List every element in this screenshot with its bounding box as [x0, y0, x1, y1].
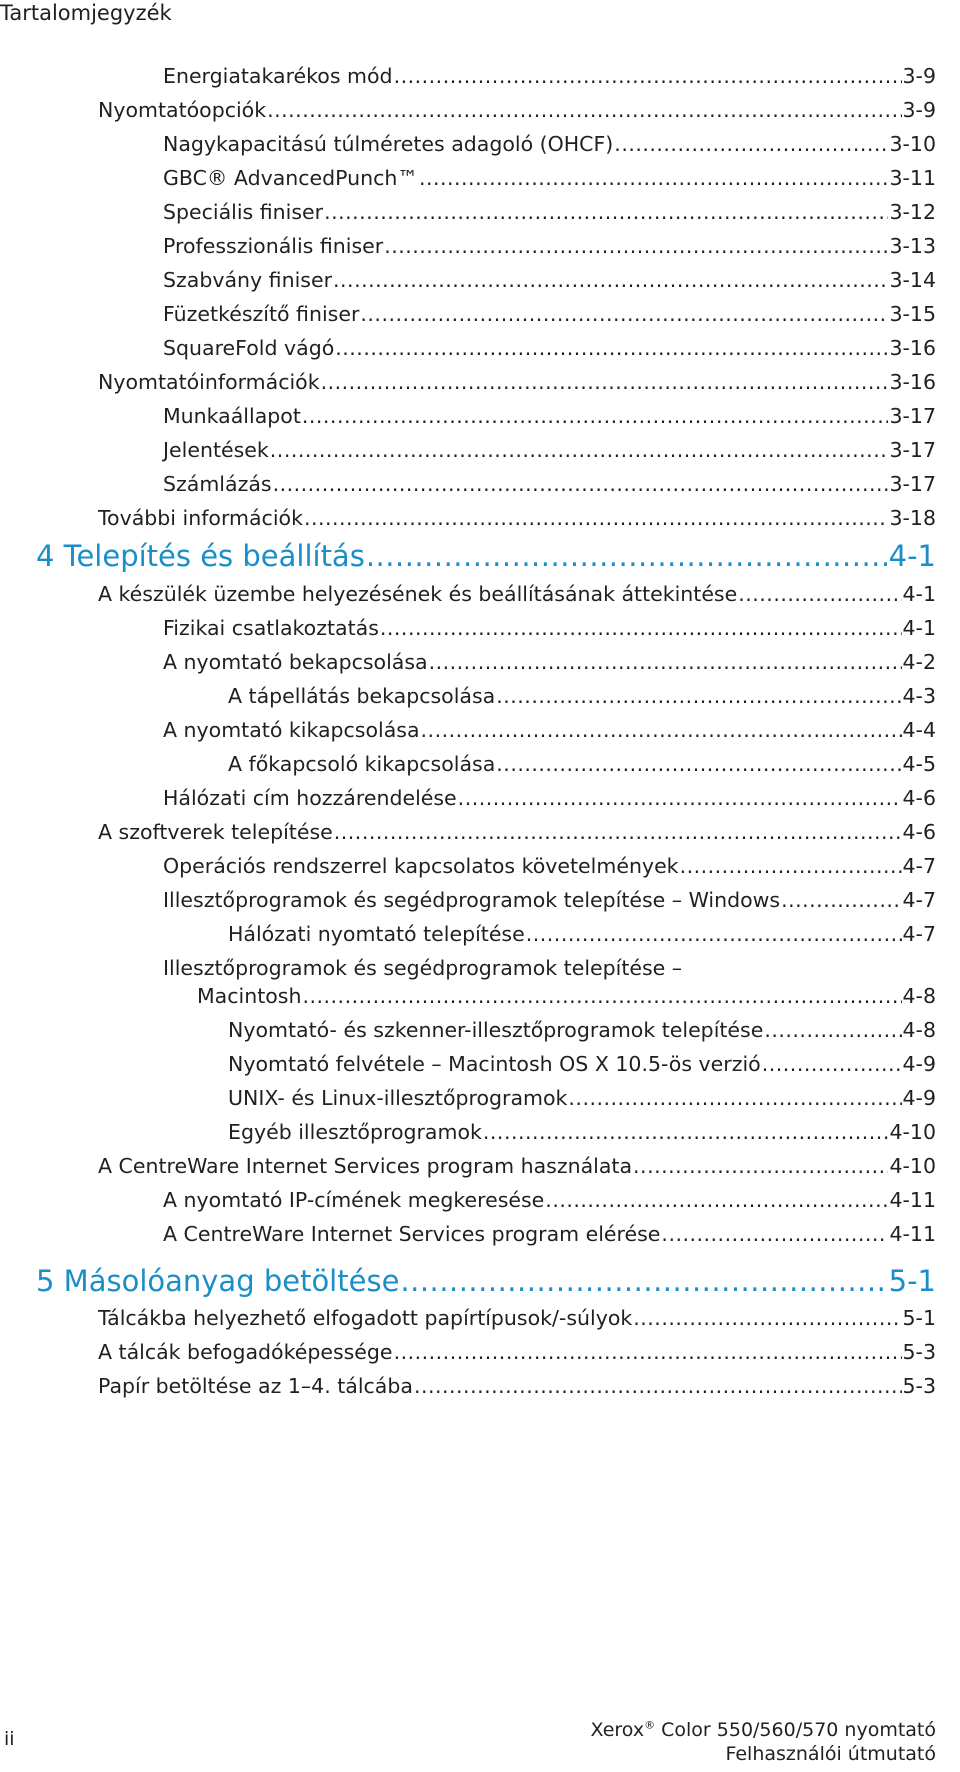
toc-entry[interactable] [163, 266, 936, 294]
dot-leader [738, 580, 901, 608]
toc-entry-label: A tálcák befogadóképessége [98, 1340, 393, 1364]
dot-leader [526, 920, 902, 948]
toc-entry-label: Hálózati cím hozzárendelése [163, 786, 457, 810]
toc-entry-label: UNIX- és Linux-illesztőprogramok [228, 1086, 568, 1110]
running-head-title: Tartalomjegyzék [0, 1, 172, 25]
toc-entry-page: 5-1 [902, 1306, 936, 1330]
toc-entry[interactable] [163, 852, 936, 880]
toc-entry-page: 5-3 [902, 1340, 936, 1364]
dot-leader [366, 539, 888, 573]
toc-entry-label: Papír betöltése az 1–4. tálcába [98, 1374, 413, 1398]
dot-leader [568, 1084, 901, 1112]
toc-entry-page: 4-11 [889, 1222, 936, 1246]
toc-entry-page: 4-1 [902, 616, 936, 640]
toc-entry[interactable] [163, 648, 936, 676]
toc-entry-page: 4-1 [902, 582, 936, 606]
toc-entry-label: A főkapcsoló kikapcsolása [228, 752, 496, 776]
toc-entry-label: Professzionális finiser [163, 234, 384, 258]
toc-entry[interactable] [98, 504, 936, 532]
toc-entry-page: 3-16 [889, 370, 936, 394]
dot-leader [302, 402, 889, 430]
toc-entry-label: A nyomtató bekapcsolása [163, 650, 428, 674]
toc-entry[interactable] [228, 682, 936, 710]
toc-entry-label: Tálcákba helyezhető elfogadott papírtípusok/-súlyok [98, 1306, 633, 1330]
footer-product: Color 550/560/570 nyomtató [661, 1719, 936, 1741]
toc-entry[interactable] [98, 1372, 936, 1400]
toc-entry-page: 4-7 [902, 854, 936, 878]
toc-entry[interactable] [163, 886, 936, 914]
toc-entry-page: 4-10 [889, 1154, 936, 1178]
dot-leader [496, 750, 901, 778]
toc-entry-label: Speciális finiser [163, 200, 324, 224]
toc-entry-page: 4-11 [889, 1188, 936, 1212]
toc-entry[interactable] [163, 1186, 936, 1214]
dot-leader [360, 300, 888, 328]
toc-entry-label: Szabvány finiser [163, 268, 333, 292]
toc-entry-label: A készülék üzembe helyezésének és beállításának áttekintése [98, 582, 738, 606]
toc-entry-page: 3-11 [889, 166, 936, 190]
toc-chapter-4[interactable] [36, 539, 936, 573]
toc-entry-label: Energiatakarékos mód [163, 64, 393, 88]
toc-entry-page: 4-8 [902, 1018, 936, 1042]
toc-entry[interactable] [163, 232, 936, 260]
toc-chapter-label: 4 Telepítés és beállítás [36, 539, 365, 573]
dot-leader [321, 368, 889, 396]
dot-leader [334, 818, 902, 846]
dot-leader [764, 1016, 901, 1044]
toc-entry[interactable] [228, 1050, 936, 1078]
toc-entry[interactable] [163, 334, 936, 362]
dot-leader [545, 1186, 888, 1214]
toc-entry[interactable] [163, 164, 936, 192]
toc-entry-label: Nyomtatóopciók [98, 98, 267, 122]
dot-leader [680, 852, 902, 880]
toc-entry-label: Nyomtatóinformációk [98, 370, 320, 394]
toc-entry-label: Nyomtató- és szkenner-illesztőprogramok telepítése [228, 1018, 764, 1042]
toc-entry[interactable] [163, 716, 936, 744]
dot-leader [781, 886, 901, 914]
toc-entry[interactable] [163, 130, 936, 158]
toc-entry-label: A nyomtató IP-címének megkeresése [163, 1188, 545, 1212]
toc-entry-page: 3-18 [889, 506, 936, 530]
toc-entry-page: 3-16 [889, 336, 936, 360]
toc-entry-page: 3-9 [902, 64, 936, 88]
toc-entry[interactable] [98, 368, 936, 396]
toc-entry-label: A tápellátás bekapcsolása [228, 684, 496, 708]
toc-entry-page: 3-9 [902, 98, 936, 122]
toc-entry[interactable] [163, 954, 936, 1010]
toc-entry[interactable] [98, 818, 936, 846]
toc-entry[interactable] [163, 784, 936, 812]
toc-entry-label: Fizikai csatlakoztatás [163, 616, 379, 640]
toc-entry-label: Füzetkészítő finiser [163, 302, 360, 326]
toc-entry-page: 4-4 [902, 718, 936, 742]
toc-entry[interactable] [228, 750, 936, 778]
toc-entry-page: 4-6 [902, 786, 936, 810]
toc-entry-page: 4-5 [902, 752, 936, 776]
dot-leader [380, 614, 902, 642]
toc-entry[interactable] [228, 1118, 936, 1146]
dot-leader [394, 62, 902, 90]
footer-product-info [591, 1718, 936, 1766]
toc-entry-page: 3-15 [889, 302, 936, 326]
toc-entry-label: Illesztőprogramok és segédprogramok telepítése – Windows [163, 888, 781, 912]
dot-leader [419, 164, 889, 192]
toc-entry[interactable] [98, 96, 936, 124]
toc-entry-label: Munkaállapot [163, 404, 301, 428]
dot-leader [614, 130, 888, 158]
footer-guide-title: Felhasználói útmutató [725, 1743, 936, 1765]
toc-entry-page: 3-17 [889, 438, 936, 462]
toc-chapter-label: 5 Másolóanyag betöltése [36, 1264, 400, 1298]
toc-entry-page: 4-7 [902, 888, 936, 912]
toc-entry-label: Operációs rendszerrel kapcsolatos követelmények [163, 854, 679, 878]
toc-entry-page: 4-10 [889, 1120, 936, 1144]
toc-entry[interactable] [163, 470, 936, 498]
toc-entry-page: 4-8 [902, 984, 936, 1008]
registered-mark: ® [644, 1718, 656, 1732]
toc-entry-page: 4-9 [902, 1052, 936, 1076]
dot-leader [633, 1152, 888, 1180]
toc-entry[interactable] [163, 614, 936, 642]
toc-entry-continuation [163, 982, 936, 1010]
dot-leader [267, 96, 901, 124]
toc-entry[interactable] [163, 402, 936, 430]
toc-entry[interactable] [98, 1338, 936, 1366]
footer-brand: Xerox [590, 1719, 645, 1741]
toc-entry-page: 5-3 [902, 1374, 936, 1398]
toc-entry[interactable] [228, 1016, 936, 1044]
toc-entry[interactable] [163, 62, 936, 90]
toc-entry-page: 3-14 [889, 268, 936, 292]
dot-leader [458, 784, 902, 812]
toc-entry[interactable] [98, 580, 936, 608]
dot-leader [384, 232, 888, 260]
toc-entry[interactable] [163, 300, 936, 328]
footer-product-line [591, 1718, 936, 1742]
dot-leader [496, 682, 901, 710]
dot-leader [414, 1372, 902, 1400]
toc-entry-label: Nagykapacitású túlméretes adagoló (OHCF) [163, 132, 614, 156]
toc-entry-label-continued: Macintosh [197, 984, 302, 1008]
toc-entry-page: 3-17 [889, 404, 936, 428]
toc-entry-page: 4-2 [902, 650, 936, 674]
toc-entry[interactable] [98, 1152, 936, 1180]
toc-entry-label: Számlázás [163, 472, 272, 496]
toc-entry-label: Egyéb illesztőprogramok [228, 1120, 482, 1144]
dot-leader [762, 1050, 902, 1078]
toc-chapter-page: 4-1 [888, 539, 936, 573]
toc-entry-label: A nyomtató kikapcsolása [163, 718, 420, 742]
dot-leader [394, 1338, 902, 1366]
dot-leader [633, 1304, 901, 1332]
toc-entry-page: 3-12 [889, 200, 936, 224]
toc-entry-label: További információk [98, 506, 303, 530]
dot-leader [270, 436, 889, 464]
dot-leader [483, 1118, 889, 1146]
toc-entry-page: 3-13 [889, 234, 936, 258]
toc-entry-label: A CentreWare Internet Services program elérése [163, 1222, 661, 1246]
toc-entry[interactable] [228, 1084, 936, 1112]
toc-entry-page: 3-10 [889, 132, 936, 156]
dot-leader [661, 1220, 888, 1248]
dot-leader [429, 648, 902, 676]
dot-leader [335, 334, 888, 362]
toc-entry-page: 4-6 [902, 820, 936, 844]
toc-entry[interactable] [98, 1304, 936, 1332]
toc-entry-label: Hálózati nyomtató telepítése [228, 922, 525, 946]
toc-entry-label: A CentreWare Internet Services program használata [98, 1154, 633, 1178]
toc-entry-page: 3-17 [889, 472, 936, 496]
toc-chapter-page: 5-1 [888, 1264, 936, 1298]
toc-entry-label: Nyomtató felvétele – Macintosh OS X 10.5-ös verzió [228, 1052, 761, 1076]
footer-page-number: ii [4, 1728, 15, 1750]
dot-leader [302, 982, 901, 1010]
toc-chapter-5[interactable] [36, 1264, 936, 1298]
toc-entry-label: Jelentések [163, 438, 269, 462]
toc-entry-label: SquareFold vágó [163, 336, 335, 360]
dot-leader [400, 1264, 887, 1298]
dot-leader [421, 716, 902, 744]
toc-entry-label: A szoftverek telepítése [98, 820, 333, 844]
toc-entry[interactable] [163, 198, 936, 226]
toc-entry-page: 4-9 [902, 1086, 936, 1110]
toc-entry-label: Illesztőprogramok és segédprogramok telepítése – [163, 956, 683, 980]
toc-entry[interactable] [163, 1220, 936, 1248]
toc-entry[interactable] [163, 436, 936, 464]
toc-entry[interactable] [228, 920, 936, 948]
dot-leader [333, 266, 888, 294]
dot-leader [304, 504, 889, 532]
dot-leader [273, 470, 889, 498]
toc-entry-page: 4-7 [902, 922, 936, 946]
toc-entry-page: 4-3 [902, 684, 936, 708]
toc-entry-label: GBC® AdvancedPunch™ [163, 166, 418, 190]
dot-leader [324, 198, 888, 226]
